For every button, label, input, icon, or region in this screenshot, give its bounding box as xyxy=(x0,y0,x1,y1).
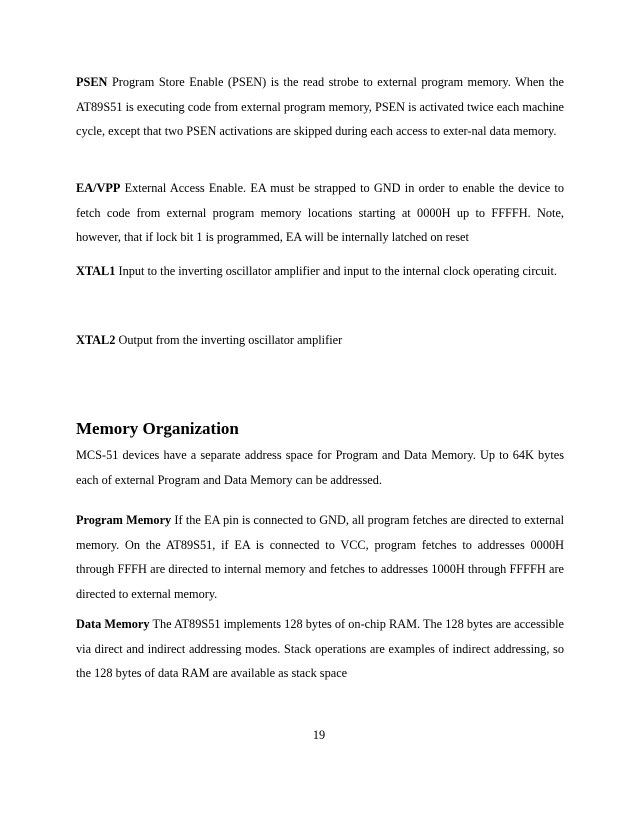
ea-vpp-paragraph xyxy=(76,176,564,250)
program-memory-paragraph xyxy=(76,508,564,606)
xtal1-term: XTAL1 xyxy=(76,264,116,278)
program-memory-description: If the EA pin is connected to GND, all program fetches are directed to external memory. On the AT89S51, if EA is connected to VCC, program fetches to addresses 0000H through FFFH are directed to internal memory and fetches to addresses 1000H through FFFFH are directed to external memory. xyxy=(76,513,565,601)
ea-vpp-description: External Access Enable. EA must be strapped to GND in order to enable the device to fetch code from external program memory locations starting at 0000H up to FFFFH. Note, however, that if lock bit 1 is programmed, EA will be internally latched on reset xyxy=(76,181,564,245)
data-memory-term: Data Memory xyxy=(76,617,150,631)
xtal1-description: Input to the inverting oscillator amplifier and input to the internal clock operating circuit. xyxy=(118,264,557,278)
page-number: 19 xyxy=(312,728,326,742)
psen-term: PSEN xyxy=(76,75,108,89)
section-heading: Memory Organization xyxy=(76,419,239,438)
data-memory-paragraph xyxy=(76,612,564,686)
xtal1-paragraph xyxy=(76,259,564,284)
xtal2-paragraph xyxy=(76,328,564,353)
xtal2-description: Output from the inverting oscillator amplifier xyxy=(118,333,343,347)
xtal2-term: XTAL2 xyxy=(76,333,116,347)
program-memory-term: Program Memory xyxy=(76,513,172,527)
memory-intro-paragraph: MCS-51 devices have a separate address space for Program and Data Memory. Up to 64K bytes each of external Program and Data Memory can be addressed. xyxy=(76,448,564,487)
data-memory-description: The AT89S51 implements 128 bytes of on-chip RAM. The 128 bytes are accessible via direct and indirect addressing modes. Stack operations are examples of indirect addressing, so the 128 bytes of data RAM are available as stack space xyxy=(76,617,564,681)
ea-vpp-term: EA/VPP xyxy=(76,181,121,195)
psen-paragraph xyxy=(76,70,564,144)
psen-description: Program Store Enable (PSEN) is the read strobe to external program memory. When the AT89S51 is executing code from external program memory, PSEN is activated twice each machine cycle, except that two PSEN activations are skipped during each access to exter-nal data memory. xyxy=(76,75,564,139)
